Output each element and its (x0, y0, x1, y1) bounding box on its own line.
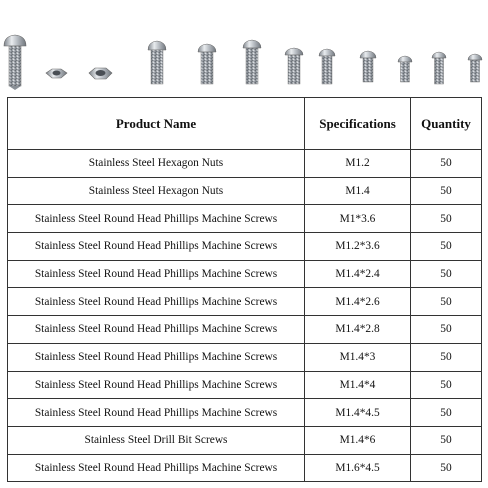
specification-cell: M1.6*4.5 (305, 454, 411, 482)
specification-cell: M1.4*4 (305, 371, 411, 399)
quantity-cell: 50 (411, 399, 482, 427)
header-specifications: Specifications (305, 98, 411, 150)
product-name-cell: Stainless Steel Round Head Phillips Machine Screws (8, 205, 305, 233)
product-name-cell: Stainless Steel Hexagon Nuts (8, 150, 305, 178)
quantity-cell: 50 (411, 371, 482, 399)
specification-cell: M1.4*2.4 (305, 260, 411, 288)
table-row (8, 426, 482, 454)
screw-image (398, 56, 412, 82)
specification-cell: M1.4*3 (305, 343, 411, 371)
quantity-cell: 50 (411, 205, 482, 233)
product-name-cell: Stainless Steel Round Head Phillips Machine Screws (8, 343, 305, 371)
screw-image (432, 52, 446, 84)
table-row (8, 177, 482, 205)
screw-image (243, 40, 261, 84)
header-product-name: Product Name (8, 98, 305, 150)
screw-image (468, 54, 482, 82)
table-row (8, 316, 482, 344)
table-row (8, 371, 482, 399)
quantity-cell: 50 (411, 316, 482, 344)
specification-cell: M1.4*4.5 (305, 399, 411, 427)
screw-image (198, 44, 216, 84)
table-row (8, 399, 482, 427)
specification-table (7, 97, 482, 482)
header-quantity: Quantity (411, 98, 482, 150)
table-row (8, 233, 482, 261)
specification-cell: M1.4*6 (305, 426, 411, 454)
quantity-cell: 50 (411, 288, 482, 316)
table-row (8, 343, 482, 371)
product-name-cell: Stainless Steel Round Head Phillips Machine Screws (8, 316, 305, 344)
quantity-cell: 50 (411, 343, 482, 371)
table-row (8, 260, 482, 288)
quantity-cell: 50 (411, 260, 482, 288)
table-row (8, 150, 482, 178)
product-name-cell: Stainless Steel Round Head Phillips Machine Screws (8, 288, 305, 316)
screw-image (148, 41, 166, 84)
product-name-cell: Stainless Steel Drill Bit Screws (8, 426, 305, 454)
screw-image (285, 48, 303, 84)
quantity-cell: 50 (411, 426, 482, 454)
specification-cell: M1.4*2.6 (305, 288, 411, 316)
product-name-cell: Stainless Steel Round Head Phillips Machine Screws (8, 399, 305, 427)
quantity-cell: 50 (411, 233, 482, 261)
product-name-cell: Stainless Steel Hexagon Nuts (8, 177, 305, 205)
product-name-cell: Stainless Steel Round Head Phillips Machine Screws (8, 454, 305, 482)
screws-and-nuts-image (0, 0, 488, 96)
large-screw-image (4, 35, 26, 90)
specification-cell: M1.4 (305, 177, 411, 205)
screw-image (360, 51, 376, 82)
product-name-cell: Stainless Steel Round Head Phillips Machine Screws (8, 260, 305, 288)
table-row (8, 454, 482, 482)
product-name-cell: Stainless Steel Round Head Phillips Machine Screws (8, 233, 305, 261)
product-photo-strip (0, 0, 488, 96)
table-row (8, 205, 482, 233)
quantity-cell: 50 (411, 177, 482, 205)
quantity-cell: 50 (411, 454, 482, 482)
table-row (8, 288, 482, 316)
specification-cell: M1*3.6 (305, 205, 411, 233)
table-header-row (8, 98, 482, 150)
product-name-cell: Stainless Steel Round Head Phillips Machine Screws (8, 371, 305, 399)
quantity-cell: 50 (411, 150, 482, 178)
specification-cell: M1.2*3.6 (305, 233, 411, 261)
hex-nut-image (46, 69, 67, 78)
hex-nut-image (89, 68, 112, 79)
screw-image (319, 49, 335, 84)
specification-cell: M1.4*2.8 (305, 316, 411, 344)
specification-cell: M1.2 (305, 150, 411, 178)
